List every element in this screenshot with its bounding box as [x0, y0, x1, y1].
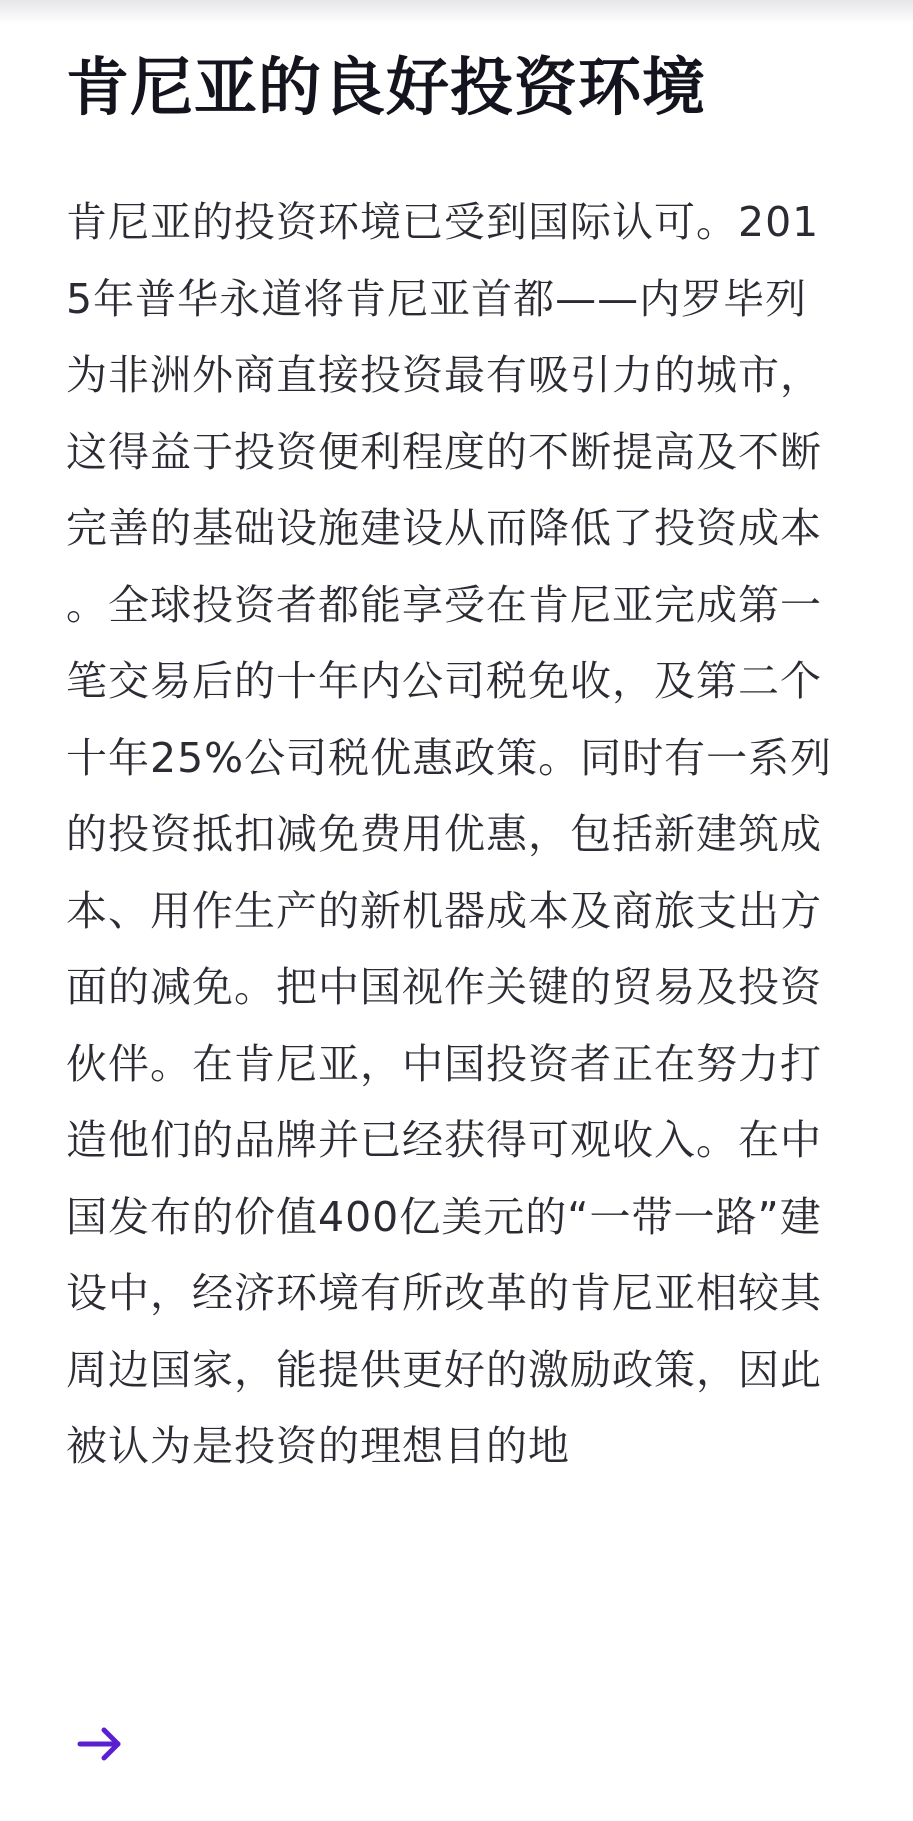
article-title: 肯尼亚的良好投资环境	[66, 51, 706, 124]
arrow-right-icon[interactable]	[76, 1722, 126, 1766]
article-content	[66, 44, 846, 1485]
top-shadow	[0, 0, 913, 24]
article-body: 肯尼亚的投资环境已受到国际认可。2015年普华永道将肯尼亚首都——内罗毕列为非洲外商直接投资最有吸引力的城市，这得益于投资便利程度的不断提高及不断完善的基础设施建设从而降低了投资成本。全球投资者都能享受在肯尼亚完成第一笔交易后的十年内公司税免收，及第二个十年25%公司税优惠政策。同时有一系列的投资抵扣减免费用优惠，包括新建筑成本、用作生产的新机器成本及商旅支出方面的减免。把中国视作关键的贸易及投资伙伴。在肯尼亚，中国投资者正在努力打造他们的品牌并已经获得可观收入。在中国发布的价值400亿美元的“一带一路”建设中，经济环境有所改革的肯尼亚相较其周边国家，能提供更好的激励政策，因此被认为是投资的理想目的地	[66, 198, 833, 1470]
